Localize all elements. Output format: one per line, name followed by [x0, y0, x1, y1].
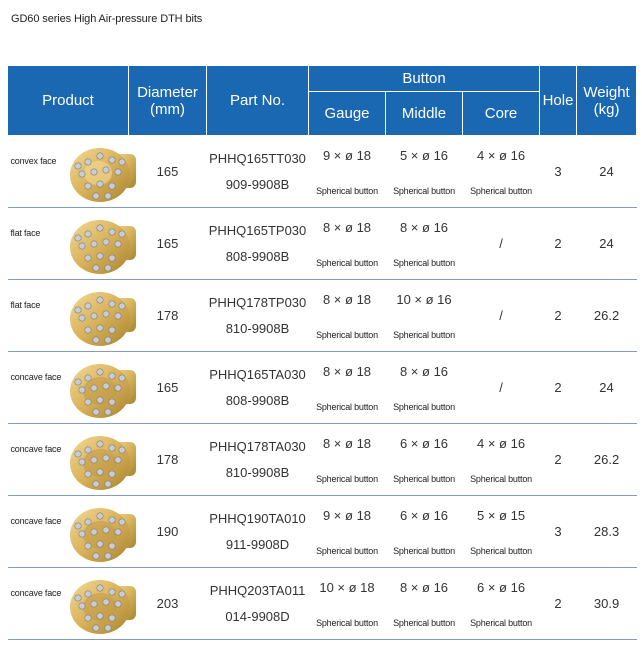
part-no-cell — [207, 280, 309, 352]
part-no-line-1: PHHQ190TA010 — [209, 510, 306, 526]
core-cell — [463, 568, 540, 640]
core-value: / — [499, 308, 503, 323]
gauge-button-type: Spherical button — [316, 258, 378, 268]
part-no-cell — [207, 352, 309, 424]
diameter-cell: 165 — [129, 136, 207, 208]
middle-button-type: Spherical button — [393, 546, 455, 556]
product-cell — [8, 424, 129, 496]
face-type-label: concave face — [10, 588, 62, 598]
middle-button-type: Spherical button — [393, 402, 455, 412]
drill-bit-image — [60, 214, 138, 276]
header-hole: Hole — [540, 66, 577, 136]
product-cell — [8, 136, 129, 208]
gauge-cell — [309, 280, 386, 352]
middle-value: 8 × ø 16 — [399, 220, 449, 235]
diameter-cell: 178 — [129, 424, 207, 496]
header-core: Core — [463, 92, 540, 136]
middle-cell — [386, 280, 463, 352]
hole-cell: 3 — [540, 496, 577, 568]
drill-bit-image — [60, 574, 138, 636]
middle-button-type: Spherical button — [393, 618, 455, 628]
gauge-cell — [309, 424, 386, 496]
gauge-cell — [309, 496, 386, 568]
part-no-line-1: PHHQ165TA030 — [209, 366, 306, 382]
header-part-no: Part No. — [207, 66, 309, 136]
core-value: 5 × ø 15 — [476, 508, 526, 523]
part-no-line-2: 911-9908D — [225, 536, 290, 552]
part-no-cell — [207, 568, 309, 640]
part-no-line-2: 810-9908B — [225, 320, 290, 336]
weight-cell: 24 — [577, 352, 637, 424]
document-title: GD60 series High Air-pressure DTH bits — [11, 13, 203, 25]
gauge-cell — [309, 352, 386, 424]
core-button-type: Spherical button — [470, 546, 532, 556]
diameter-cell: 190 — [129, 496, 207, 568]
middle-button-type: Spherical button — [393, 474, 455, 484]
gauge-value: 10 × ø 18 — [319, 580, 375, 595]
hole-cell: 2 — [540, 568, 577, 640]
product-cell — [8, 496, 129, 568]
diameter-cell: 165 — [129, 352, 207, 424]
table-row — [8, 280, 637, 352]
drill-bit-image — [60, 502, 138, 564]
face-type-label: concave face — [10, 444, 62, 454]
gauge-value: 9 × ø 18 — [322, 148, 372, 163]
gauge-button-type: Spherical button — [316, 546, 378, 556]
middle-value: 6 × ø 16 — [399, 508, 449, 523]
middle-cell — [386, 136, 463, 208]
header-diameter-text: Diameter (mm) — [137, 83, 198, 118]
core-cell — [463, 424, 540, 496]
drill-bit-image — [60, 286, 138, 348]
core-cell — [463, 280, 540, 352]
core-value: 4 × ø 16 — [476, 148, 526, 163]
part-no-line-1: PHHQ165TP030 — [208, 222, 307, 238]
drill-bit-image — [60, 430, 138, 492]
face-type-label: concave face — [10, 372, 62, 382]
core-cell — [463, 352, 540, 424]
part-no-line-1: PHHQ178TA030 — [209, 438, 306, 454]
product-cell — [8, 280, 129, 352]
product-spec-table — [7, 65, 637, 640]
table-row — [8, 352, 637, 424]
hole-cell: 2 — [540, 280, 577, 352]
part-no-cell — [207, 496, 309, 568]
part-no-line-2: 909-9908B — [225, 176, 290, 192]
diameter-cell: 165 — [129, 208, 207, 280]
middle-value: 8 × ø 16 — [399, 364, 449, 379]
core-button-type: Spherical button — [470, 618, 532, 628]
gauge-value: 9 × ø 18 — [322, 508, 372, 523]
table-row — [8, 496, 637, 568]
header-weight — [577, 66, 637, 136]
part-no-line-2: 810-9908B — [225, 464, 290, 480]
header-middle: Middle — [386, 92, 463, 136]
middle-cell — [386, 568, 463, 640]
header-weight-text: Weight (kg) — [583, 83, 630, 118]
face-type-label: flat face — [10, 300, 41, 310]
diameter-cell: 178 — [129, 280, 207, 352]
part-no-line-2: 808-9908B — [225, 392, 290, 408]
product-cell — [8, 568, 129, 640]
drill-bit-image — [60, 142, 138, 204]
core-value: / — [499, 380, 503, 395]
gauge-button-type: Spherical button — [316, 402, 378, 412]
weight-cell: 28.3 — [577, 496, 637, 568]
header-diameter — [129, 66, 207, 136]
diameter-cell: 203 — [129, 568, 207, 640]
middle-cell — [386, 496, 463, 568]
gauge-cell — [309, 568, 386, 640]
core-cell — [463, 496, 540, 568]
gauge-cell — [309, 136, 386, 208]
middle-value: 10 × ø 16 — [396, 292, 452, 307]
core-button-type: Spherical button — [470, 186, 532, 196]
table-row — [8, 568, 637, 640]
middle-button-type: Spherical button — [393, 258, 455, 268]
weight-cell: 24 — [577, 208, 637, 280]
drill-bit-image — [60, 358, 138, 420]
gauge-button-type: Spherical button — [316, 474, 378, 484]
gauge-value: 8 × ø 18 — [322, 292, 372, 307]
header-button: Button — [309, 66, 540, 92]
middle-value: 8 × ø 16 — [399, 580, 449, 595]
part-no-line-1: PHHQ165TT030 — [209, 150, 306, 166]
weight-cell: 26.2 — [577, 424, 637, 496]
part-no-cell — [207, 208, 309, 280]
gauge-cell — [309, 208, 386, 280]
gauge-button-type: Spherical button — [316, 330, 378, 340]
core-cell — [463, 136, 540, 208]
middle-button-type: Spherical button — [393, 330, 455, 340]
middle-value: 5 × ø 16 — [399, 148, 449, 163]
core-button-type: Spherical button — [470, 474, 532, 484]
product-cell — [8, 208, 129, 280]
weight-cell: 26.2 — [577, 280, 637, 352]
face-type-label: flat face — [10, 228, 41, 238]
product-cell — [8, 352, 129, 424]
weight-cell: 30.9 — [577, 568, 637, 640]
hole-cell: 2 — [540, 208, 577, 280]
face-type-label: concave face — [10, 516, 62, 526]
middle-cell — [386, 208, 463, 280]
table-row — [8, 208, 637, 280]
middle-value: 6 × ø 16 — [399, 436, 449, 451]
header-product: Product — [8, 66, 129, 136]
hole-cell: 2 — [540, 424, 577, 496]
part-no-line-1: PHHQ178TP030 — [208, 294, 307, 310]
middle-button-type: Spherical button — [393, 186, 455, 196]
part-no-line-2: 014-9908D — [225, 608, 290, 624]
gauge-value: 8 × ø 18 — [322, 436, 372, 451]
middle-cell — [386, 424, 463, 496]
middle-cell — [386, 352, 463, 424]
core-cell — [463, 208, 540, 280]
face-type-label: convex face — [10, 156, 57, 166]
part-no-line-2: 808-9908B — [225, 248, 290, 264]
gauge-value: 8 × ø 18 — [322, 364, 372, 379]
core-value: / — [499, 236, 503, 251]
table-row — [8, 424, 637, 496]
weight-cell: 24 — [577, 136, 637, 208]
part-no-line-1: PHHQ203TA011 — [209, 582, 306, 598]
header-gauge: Gauge — [309, 92, 386, 136]
gauge-value: 8 × ø 18 — [322, 220, 372, 235]
table-row — [8, 136, 637, 208]
hole-cell: 2 — [540, 352, 577, 424]
part-no-cell — [207, 424, 309, 496]
part-no-cell — [207, 136, 309, 208]
hole-cell: 3 — [540, 136, 577, 208]
core-value: 6 × ø 16 — [476, 580, 526, 595]
core-value: 4 × ø 16 — [476, 436, 526, 451]
gauge-button-type: Spherical button — [316, 618, 378, 628]
gauge-button-type: Spherical button — [316, 186, 378, 196]
